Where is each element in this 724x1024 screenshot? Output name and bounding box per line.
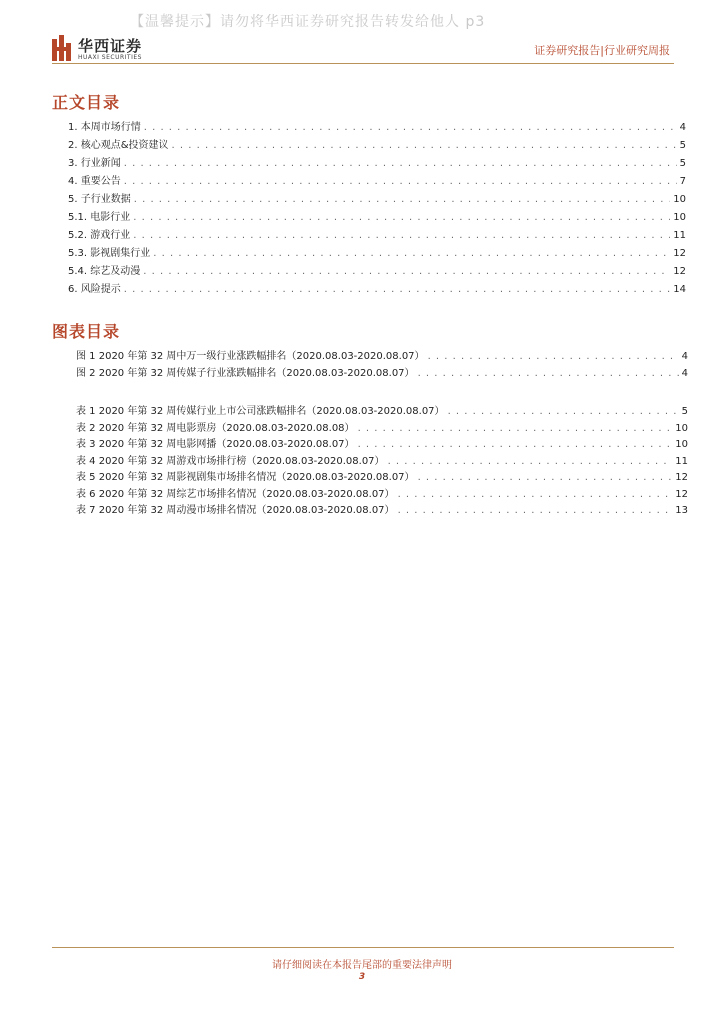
toc-entry-page: 14: [673, 284, 686, 295]
toc-entry-page: 10: [673, 212, 686, 223]
toc-entry-page: 10: [675, 422, 688, 434]
toc-entry-page: 10: [675, 439, 688, 450]
toc-leader-dots: [358, 439, 673, 450]
toc-leader-dots: [143, 266, 670, 277]
toc-leader-dots: [153, 248, 670, 259]
toc-entry-label: 表 5 2020 年第 32 周影视剧集市场排名情况（2020.08.03-2020.08.07）: [76, 472, 415, 483]
toc-entry-label: 5.4. 综艺及动漫: [68, 266, 141, 277]
toc-entry[interactable]: [68, 262, 686, 280]
toc-entry[interactable]: [76, 435, 688, 452]
toc-leader-dots: [388, 456, 673, 467]
watermark-text: 【温馨提示】请勿将华西证券研究报告转发给他人 p3: [130, 14, 486, 30]
toc-leader-dots: [428, 351, 679, 362]
toc-entry-label: 表 4 2020 年第 32 周游戏市场排行榜（2020.08.03-2020.08.07）: [76, 455, 385, 467]
toc-leader-dots: [133, 212, 670, 223]
toc-entry-label: 4. 重要公告: [68, 176, 121, 187]
toc-entry[interactable]: [68, 154, 686, 172]
toc-entry-label: 5. 子行业数据: [68, 194, 131, 205]
body-toc-title: 正文目录: [52, 93, 121, 112]
toc-entry-label: 图 1 2020 年第 32 周中万一级行业涨跌幅排名（2020.08.03-2020.08.07）: [76, 351, 425, 362]
toc-entry-page: 5: [679, 158, 686, 169]
logo-name: 华西证券: [78, 37, 143, 55]
toc-entry-label: 表 1 2020 年第 32 周传媒行业上市公司涨跌幅排名（2020.08.03-2020.08.07）: [76, 406, 445, 417]
huaxi-logo-icon: [52, 35, 72, 61]
toc-leader-dots: [448, 406, 679, 417]
toc-leader-dots: [172, 140, 677, 151]
toc-entry-label: 5.1. 电影行业: [68, 212, 131, 223]
toc-entry[interactable]: [76, 452, 688, 469]
toc-entry-page: 12: [673, 266, 686, 277]
toc-entry[interactable]: [76, 347, 688, 364]
toc-entry-label: 5.3. 影视剧集行业: [68, 248, 151, 259]
toc-entry[interactable]: [68, 136, 686, 154]
toc-entry[interactable]: [76, 364, 688, 381]
figure-toc-list: [76, 347, 688, 380]
chart-toc-title: 图表目录: [52, 322, 121, 341]
toc-entry[interactable]: [68, 226, 686, 244]
page-number: 3: [358, 972, 366, 982]
body-toc-list: [68, 118, 686, 298]
toc-entry-page: 7: [679, 176, 686, 187]
toc-entry-page: 5: [679, 140, 686, 151]
toc-entry-page: 12: [673, 248, 686, 259]
toc-entry[interactable]: [76, 419, 688, 436]
toc-entry-page: 4: [679, 122, 686, 133]
toc-leader-dots: [398, 505, 673, 516]
toc-entry[interactable]: [76, 501, 688, 518]
toc-entry-label: 2. 核心观点&投资建议: [68, 140, 169, 151]
toc-entry[interactable]: [68, 280, 686, 298]
table-toc-list: [76, 402, 688, 518]
header-divider: [52, 63, 674, 64]
toc-entry[interactable]: [68, 208, 686, 226]
toc-entry-label: 5.2. 游戏行业: [68, 230, 131, 241]
report-type-label: 证券研究报告|行业研究周报: [534, 44, 670, 57]
toc-entry-label: 表 3 2020 年第 32 周电影网播（2020.08.03-2020.08.07）: [76, 439, 355, 450]
toc-leader-dots: [133, 230, 670, 241]
toc-entry-page: 13: [675, 505, 688, 516]
toc-entry-label: 表 6 2020 年第 32 周综艺市场排名情况（2020.08.03-2020.08.07）: [76, 488, 395, 500]
toc-entry-page: 11: [675, 455, 688, 467]
toc-entry-page: 5: [681, 406, 688, 417]
logo-subtitle: HUAXI SECURITIES: [78, 54, 142, 61]
toc-entry-page: 11: [673, 230, 686, 241]
toc-entry-page: 4: [681, 367, 688, 379]
toc-leader-dots: [398, 489, 673, 500]
legal-notice: 请仔细阅读在本报告尾部的重要法律声明: [272, 960, 452, 971]
toc-entry[interactable]: [68, 172, 686, 190]
toc-entry-page: 12: [675, 488, 688, 500]
toc-entry[interactable]: [68, 190, 686, 208]
toc-entry-label: 图 2 2020 年第 32 周传媒子行业涨跌幅排名（2020.08.03-2020.08.07）: [76, 367, 415, 379]
toc-entry-label: 1. 本周市场行情: [68, 122, 141, 133]
toc-entry[interactable]: [76, 468, 688, 485]
toc-leader-dots: [134, 194, 671, 205]
footer-divider: [52, 947, 674, 948]
toc-entry[interactable]: [68, 118, 686, 136]
toc-entry[interactable]: [68, 244, 686, 262]
toc-leader-dots: [124, 158, 677, 169]
company-logo: [52, 35, 182, 65]
toc-entry-label: 3. 行业新闻: [68, 158, 121, 169]
toc-leader-dots: [124, 176, 677, 187]
toc-entry-page: 4: [681, 351, 688, 362]
toc-entry[interactable]: [76, 402, 688, 419]
toc-leader-dots: [418, 472, 673, 483]
toc-entry-label: 表 7 2020 年第 32 周动漫市场排名情况（2020.08.03-2020.08.07）: [76, 505, 395, 516]
toc-entry-page: 10: [673, 194, 686, 205]
toc-leader-dots: [418, 368, 679, 379]
toc-leader-dots: [358, 423, 673, 434]
toc-entry-label: 表 2 2020 年第 32 周电影票房（2020.08.03-2020.08.08）: [76, 422, 355, 434]
toc-leader-dots: [124, 284, 671, 295]
toc-entry-page: 12: [675, 472, 688, 483]
toc-leader-dots: [144, 122, 677, 133]
toc-entry-label: 6. 风险提示: [68, 284, 121, 295]
toc-entry[interactable]: [76, 485, 688, 502]
